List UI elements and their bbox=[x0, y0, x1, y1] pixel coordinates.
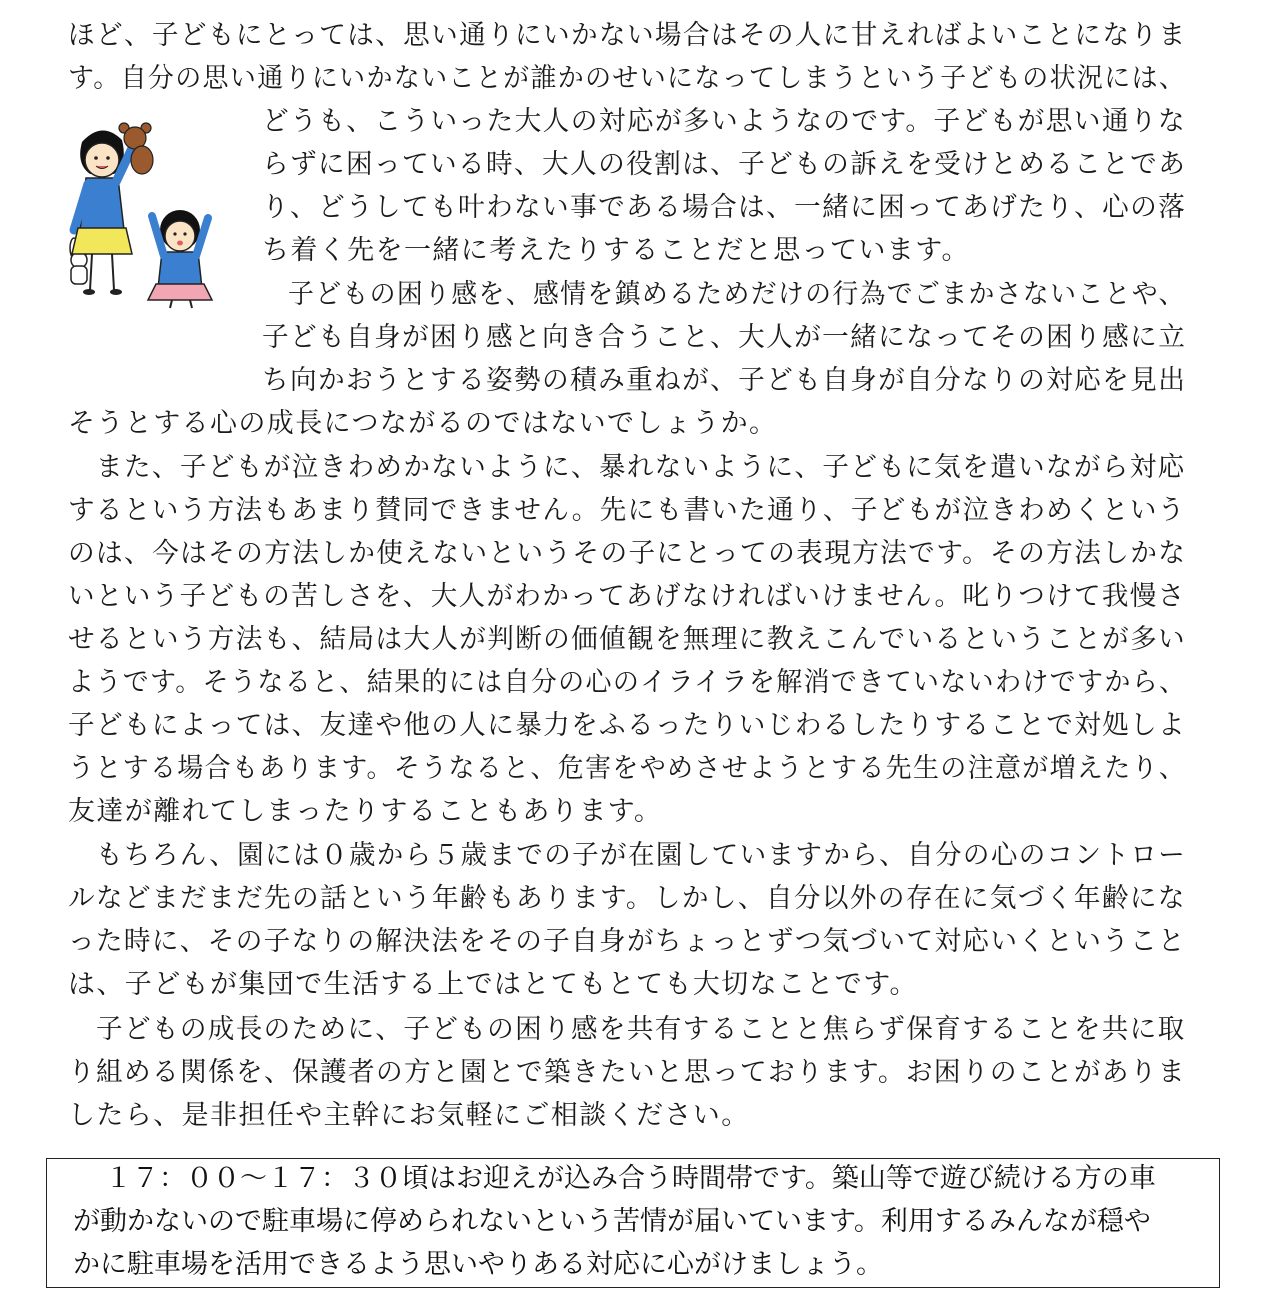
text-line: そうとする心の成長につながるのではないでしょうか。 bbox=[68, 408, 778, 439]
text-line: ほど、子どもにとっては、思い通りにいかない場合はその人に甘えればよいことになりま bbox=[68, 20, 1187, 51]
text-line: った時に、その子なりの解決法をその子自身がちょっとずつ気づいて対応いくということ bbox=[68, 926, 1186, 957]
small-child-figure bbox=[148, 210, 212, 308]
text-line: らずに困っている時、大人の役割は、子どもの訴えを受けとめることであ bbox=[262, 149, 1187, 180]
text-line: また、子どもが泣きわめかないように、暴れないように、子どもに気を遣いながら対応 bbox=[96, 452, 1186, 483]
parking-notice-box bbox=[46, 1158, 1220, 1288]
text-line: ルなどまだまだ先の話という年齢もあります。しかし、自分以外の存在に気づく年齢にな bbox=[68, 883, 1186, 914]
text-line: 子どもの困り感を、感情を鎮めるためだけの行為でごまかさないことや、 bbox=[288, 279, 1186, 310]
notice-line: が動かないので駐車場に停められないという苦情が届いています。利用するみんなが穏や bbox=[73, 1206, 1151, 1237]
text-line: は、子どもが集団で生活する上ではとてもとても大切なことです。 bbox=[68, 969, 918, 1000]
text-line: のは、今はその方法しか使えないというその子にとっての表現方法です。その方法しかな bbox=[68, 538, 1187, 569]
text-line: す。自分の思い通りにいかないことが誰かのせいになってしまうという子どもの状況には、 bbox=[68, 63, 1187, 94]
children-with-teddy-bear-illustration bbox=[62, 120, 222, 310]
text-line: ち向かおうとする姿勢の積み重ねが、子ども自身が自分なりの対応を見出 bbox=[262, 365, 1187, 396]
text-line: 子どもによっては、友達や他の人に暴力をふるったりいじわるしたりすることで対処しよ bbox=[68, 710, 1186, 741]
text-line: もちろん、園には０歳から５歳までの子が在園していますから、自分の心のコントロー bbox=[96, 840, 1187, 871]
text-line: り、どうしても叶わない事である場合は、一緒に困ってあげたり、心の落 bbox=[262, 192, 1187, 223]
text-line: したら、是非担任や主幹にお気軽にご相談ください。 bbox=[68, 1100, 750, 1131]
notice-line: かに駐車場を活用できるよう思いやりある対応に心がけましょう。 bbox=[73, 1249, 883, 1280]
text-line: ち着く先を一緒に考えたりすることだと思っています。 bbox=[262, 235, 970, 266]
text-line: どうも、こういった大人の対応が多いようなのです。子どもが思い通りな bbox=[262, 106, 1187, 137]
text-line: いという子どもの苦しさを、大人がわかってあげなければいけません。叱りつけて我慢さ bbox=[68, 581, 1186, 612]
text-line: うとする場合もあります。そうなると、危害をやめさせようとする先生の注意が増えたり、 bbox=[68, 753, 1187, 784]
text-line: するという方法もあまり賛同できません。先にも書いた通り、子どもが泣きわめくという bbox=[68, 495, 1186, 526]
text-line: 子どもの成長のために、子どもの困り感を共有することと焦らず保育することを共に取 bbox=[96, 1014, 1186, 1045]
text-line: 友達が離れてしまったりすることもあります。 bbox=[68, 796, 663, 827]
notice-line: １７：００～１７：３０頃はお迎えが込み合う時間帯です。築山等で遊び続ける方の車 bbox=[105, 1163, 1156, 1194]
text-line: り組める関係を、保護者の方と園とで築きたいと思っております。お困りのことがありま bbox=[68, 1057, 1186, 1088]
text-line: 子ども自身が困り感と向き合うこと、大人が一緒になってその困り感に立 bbox=[262, 322, 1187, 353]
text-line: ようです。そうなると、結果的には自分の心のイライラを解消できていないわけですから、 bbox=[68, 667, 1187, 698]
text-line: せるという方法も、結局は大人が判断の価値観を無理に教えこんでいるということが多い bbox=[68, 624, 1186, 655]
